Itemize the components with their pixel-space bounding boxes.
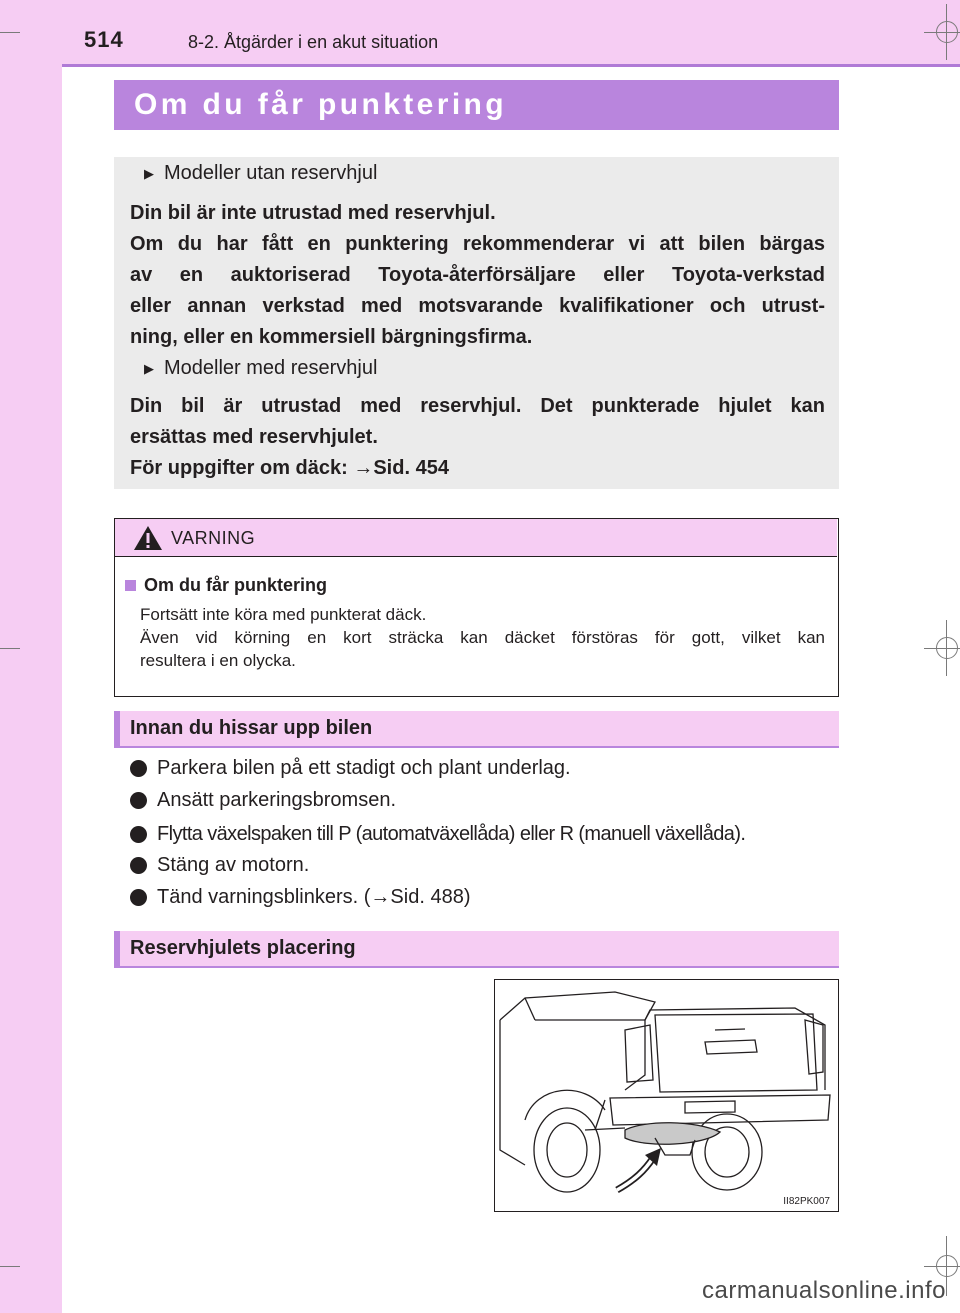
warning-header: [115, 519, 837, 557]
figure-code: II82PK007: [783, 1196, 830, 1207]
crop-mark: [924, 648, 960, 649]
section-title: 8-2. Åtgärder i en akut situation: [188, 32, 439, 52]
round-bullet-icon: [130, 792, 147, 809]
list-item: [130, 757, 571, 780]
section-heading-spare-location: [114, 931, 839, 968]
list-item: [130, 789, 396, 812]
arrow-icon: [617, 1148, 661, 1190]
text-line: Om du har fått en punktering rekommenderar vi att bilen bärgas: [130, 233, 825, 255]
without-spare-text: [130, 198, 825, 353]
text-line: resultera i en olycka.: [140, 651, 296, 670]
section-heading-text: Innan du hissar upp bilen: [130, 717, 373, 739]
crop-mark: [0, 1266, 20, 1267]
list-item: [130, 854, 309, 877]
model-without-label: Modeller utan reservhjul: [164, 162, 378, 184]
crop-mark: [0, 32, 20, 33]
text-line: Din bil är utrustad med reservhjul. Det punkterade hjulet kan: [130, 395, 825, 417]
section-heading-text: Reservhjulets placering: [130, 937, 356, 959]
text-line: av en auktoriserad Toyota-återförsäljare eller Toyota-verkstad: [130, 264, 825, 286]
list-item: [130, 823, 745, 846]
side-color-strip: [0, 0, 62, 1313]
text-line: Din bil är inte utrustad med reservhjul.: [130, 202, 496, 224]
warning-box: [114, 518, 839, 697]
page-number: 514: [84, 27, 124, 52]
list-item-text[interactable]: Tänd varningsblinkers. (→Sid. 488): [157, 886, 471, 908]
crop-mark: [924, 32, 960, 33]
round-bullet-icon: [130, 760, 147, 777]
crop-mark: [924, 1266, 960, 1267]
round-bullet-icon: [130, 826, 147, 843]
warning-label: VARNING: [171, 528, 256, 548]
info-panel: [114, 157, 839, 489]
list-item: [130, 886, 470, 909]
model-with-label: Modeller med reservhjul: [164, 357, 378, 379]
model-with-spare: [144, 357, 377, 380]
crop-mark: [0, 648, 20, 649]
with-spare-text: [130, 391, 825, 484]
page-heading: Om du får punktering: [134, 88, 508, 121]
warning-text: [140, 603, 825, 672]
spare-wheel-illustration: [494, 979, 839, 1212]
caution-triangle-icon: [133, 525, 163, 551]
list-item-text: Parkera bilen på ett stadigt och plant underlag.: [157, 757, 571, 779]
pickup-rear-drawing: [495, 980, 837, 1210]
square-bullet-icon: [125, 580, 136, 591]
round-bullet-icon: [130, 857, 147, 874]
text-line: ersättas med reservhjulet.: [130, 426, 378, 448]
model-without-spare: [144, 162, 377, 185]
text-line: eller annan verkstad med motsvarande kvalifikationer och utrust-: [130, 295, 825, 317]
watermark: carmanualsonline.info: [702, 1277, 946, 1304]
round-bullet-icon: [130, 889, 147, 906]
page-reference[interactable]: För uppgifter om däck: →Sid. 454: [130, 457, 449, 479]
section-heading-before-lift: [114, 711, 839, 748]
list-item-text: Stäng av motorn.: [157, 854, 310, 876]
list-item-text: Flytta växelspaken till P (automatväxellåda) eller R (manuell växellåda).: [157, 823, 746, 845]
header-rule: [62, 64, 960, 67]
title-banner: [114, 80, 839, 130]
text-line: ning, eller en kommersiell bärgningsfirma.: [130, 326, 533, 348]
list-item-text: Ansätt parkeringsbromsen.: [157, 789, 397, 811]
triangle-bullet-icon: ▶: [144, 360, 154, 376]
text-line: Även vid körning en kort sträcka kan däcket förstöras för gott, vilket kan: [140, 628, 825, 647]
warning-subtitle: [125, 575, 327, 596]
text-line: Fortsätt inte köra med punkterat däck.: [140, 605, 427, 624]
warning-subtitle-text: Om du får punktering: [144, 575, 328, 595]
triangle-bullet-icon: ▶: [144, 165, 154, 181]
